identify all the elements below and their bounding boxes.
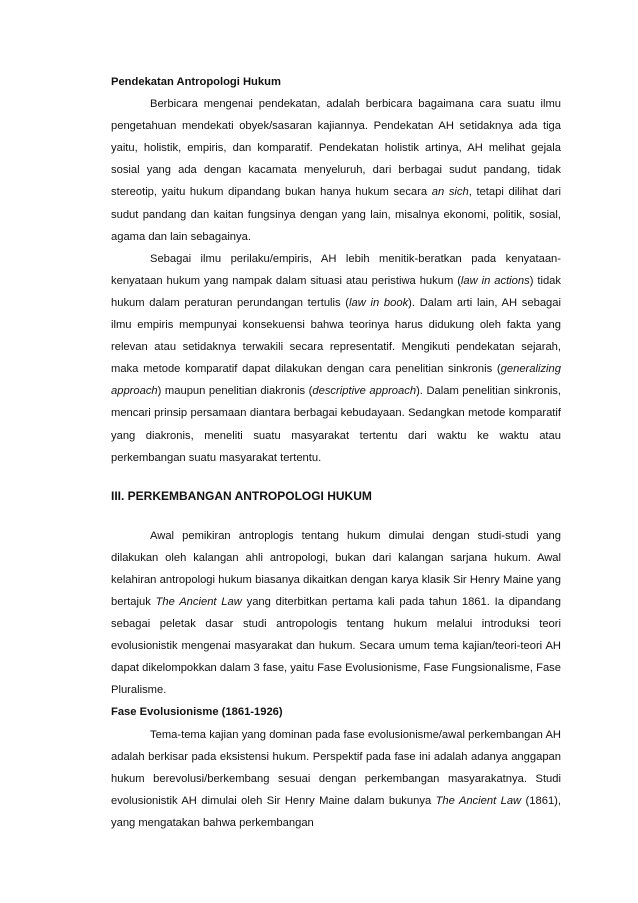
section-title-perkembangan: III. PERKEMBANGAN ANTROPOLOGI HUKUM <box>111 488 372 503</box>
paragraph-evolusionisme-1 <box>111 724 561 834</box>
italic-run: law in book <box>349 296 409 309</box>
italic-run: law in actions <box>460 274 530 287</box>
text-run: (1861), yang mengatakan bahwa perkembangan <box>111 794 562 829</box>
document-page <box>111 71 561 834</box>
text-run: Awal pemikiran antroplogis tentang hukum dimulai dengan studi-studi yang dilakukan oleh kalangan ahli antropologi, bukan dari kalangan sarjana hukum. Awal kelahiran antropologi hukum biasanya dikaitkan dengan karya klasik Sir Henry Maine yang bertajuk <box>111 529 561 608</box>
text-run: Sebagai ilmu perilaku/empiris, AH lebih menitik-beratkan pada kenyataan-kenyataan hukum yang nampak dalam situasi atau peristiwa hukum ( <box>111 252 561 287</box>
italic-run: descriptive approach <box>312 385 417 398</box>
paragraph-pendekatan-2 <box>111 248 561 469</box>
text-run: yang diterbitkan pertama kali pada tahun 1861. Ia dipandang sebagai peletak dasar studi antropologis tentang hukum melalui introduksi teori evolusionistik mengenai masyarakat dan hukum. Secara umum tema kajian/teori-teori AH dapat dikelompokkan dalam 3 fase, yaitu Fase Evolusionisme, Fase Fungsionalisme, Fase Pluralisme. <box>111 595 561 697</box>
italic-run: generalizing approach <box>111 363 561 398</box>
italic-run: The Ancient Law <box>435 794 522 807</box>
italic-run: The Ancient Law <box>155 595 242 608</box>
text-run: ). Dalam penelitian sinkronis, mencari prinsip persamaan diantara berbagai kebudayaan. Sedangkan metode komparatif yang diakronis, meneliti suatu masyarakat tertentu dari waktu ke waktu atau perkembangan suatu masyarakat tertentu. <box>111 385 562 464</box>
italic-run: an sich <box>431 186 469 199</box>
paragraph-perkembangan-1 <box>111 525 561 702</box>
text-run: ) tidak hukum dalam peraturan perundangan tertulis ( <box>111 274 561 309</box>
text-run: Berbicara mengenai pendekatan, adalah berbicara bagaimana cara suatu ilmu pengetahuan mendekati obyek/sasaran kajiannya. Pendekatan AH setidaknya ada tiga yaitu, holistik, empiris, dan komparatif. Pendekatan holistik artinya, AH melihat gejala sosial yang ada dengan kacamata menyeluruh, dari berbagai sudut pandang, tidak stereotip, yaitu hukum dipandang bukan hanya hukum secara <box>111 98 561 199</box>
subsection-title-evolusionisme: Fase Evolusionisme (1861-1926) <box>111 706 283 719</box>
subsection-title-pendekatan: Pendekatan Antropologi Hukum <box>111 76 281 88</box>
text-run: ). Dalam arti lain, AH sebagai ilmu empiris mempunyai konsekuensi bahwa teorinya harus didukung oleh fakta yang relevan atau setidaknya terwakili secara representatif. Mengikuti pendekatan sejarah, maka metode komparatif dapat dilakukan dengan cara penelitian sinkronis ( <box>111 296 561 376</box>
text-run: Tema-tema kajian yang dominan pada fase evolusionisme/awal perkembangan AH adalah berkisar pada eksistensi hukum. Perspektif pada fase ini adalah adanya anggapan hukum berevolusi/berkembang sesuai dengan perkembangan masyarakatnya. Studi evolusionistik AH dimulai oleh Sir Henry Maine dalam bukunya <box>111 728 561 807</box>
text-run: ) maupun penelitian diakronis ( <box>157 385 313 398</box>
paragraph-pendekatan-1 <box>111 93 561 248</box>
text-run: , tetapi dilihat dari sudut pandang dan kaitan fungsinya dengan yang lain, misalnya ekonomi, politik, sosial, agama dan lain sebagainya. <box>111 186 561 243</box>
